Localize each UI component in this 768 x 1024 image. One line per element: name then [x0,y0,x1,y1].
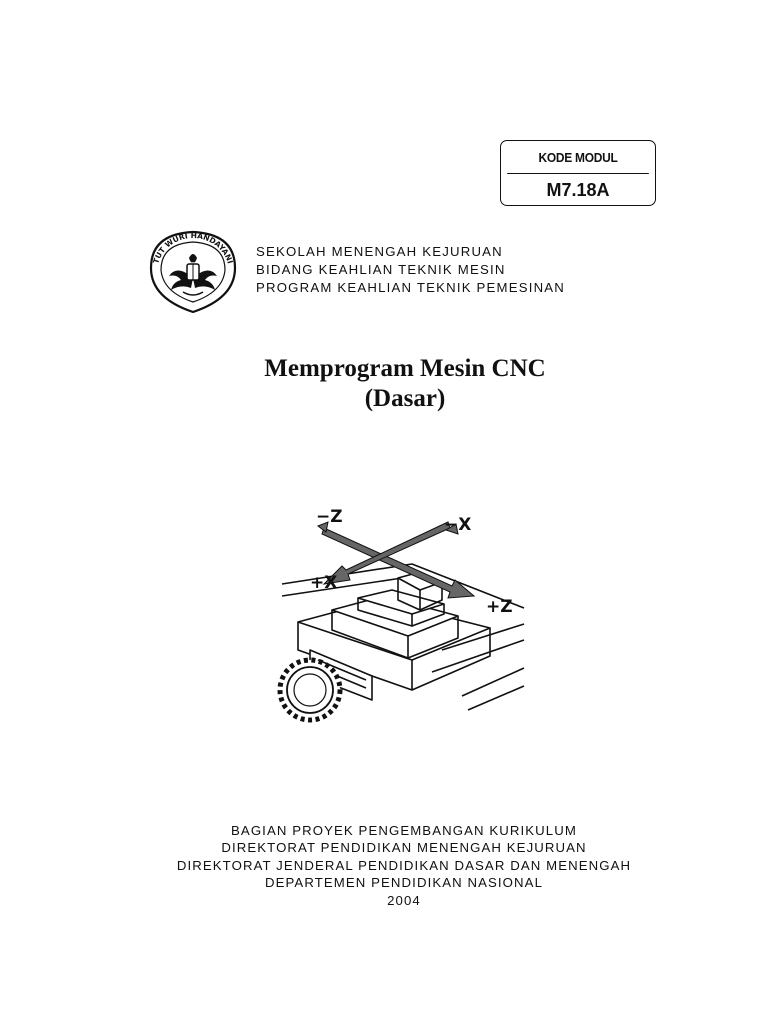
title-line-1: Memprogram Mesin CNC [264,355,546,382]
school-line-3: PROGRAM KEAHLIAN TEKNIK PEMESINAN [256,280,566,295]
kode-modul-box [500,140,656,206]
axis-label-neg-z: −Z [316,507,343,527]
axis-label-neg-x: −X [444,515,472,535]
gear-icon [280,660,340,720]
logo-motto: TUT WURI HANDAYANI [151,230,235,265]
school-line-1: SEKOLAH MENENGAH KEJURUAN [256,244,503,259]
kode-modul-label: KODE MODUL [507,141,649,174]
school-line-2: BIDANG KEAHLIAN TEKNIK MESIN [256,262,506,277]
axis-label-pos-x: +X [310,573,338,593]
footer-line-4: DEPARTEMEN PENDIDIKAN NASIONAL [265,875,543,891]
footer-line-3: DIREKTORAT JENDERAL PENDIDIKAN DASAR DAN MENENGAH [176,857,632,873]
tut-wuri-handayani-logo [147,228,239,316]
kode-modul-value: M7.18A [546,180,610,200]
document-title [200,354,610,414]
footer-line-2: DIREKTORAT PENDIDIKAN MENENGAH KEJURUAN [221,840,587,856]
cnc-axes-illustration [262,500,527,732]
footer-line-1: BAGIAN PROYEK PENGEMBANGAN KURIKULUM [231,823,577,838]
axis-label-pos-z: +Z [486,597,513,617]
publication-year: 2004 [387,892,421,908]
school-info [256,243,565,297]
title-line-2: (Dasar) [364,385,446,412]
publisher-info [100,822,708,909]
